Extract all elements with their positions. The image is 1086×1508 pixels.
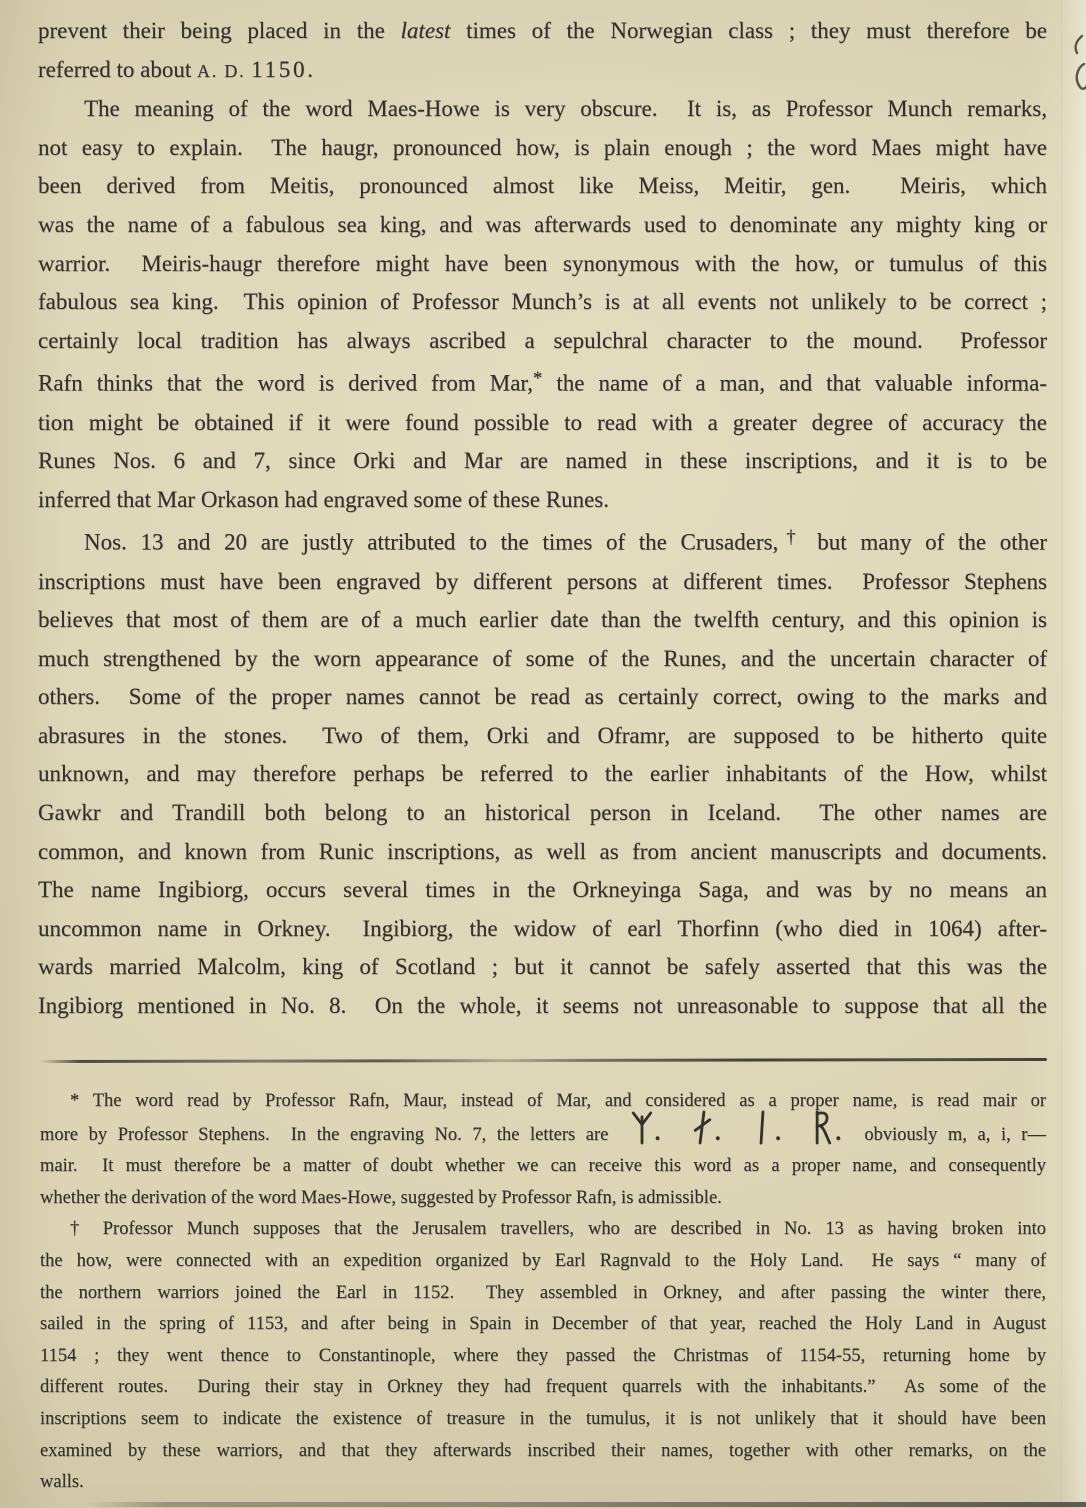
text-span: 1154 ; they went thence to Constantinople, where they passed the Christmas of 1154-55, returning home by — [40, 1345, 1046, 1366]
text-span: been derived from Meitis, pronounced almost like Meiss, Meitir, gen. Meiris, which — [38, 173, 1047, 199]
text-span: prevent their being placed in the — [38, 18, 401, 43]
rune-a-glyph — [690, 1138, 715, 1140]
text-span: * — [532, 368, 543, 390]
text-span: 1150 — [251, 56, 308, 82]
rune-r-glyph — [810, 1138, 835, 1140]
text-span: Gawkr and Trandill both belong to an historical person in Iceland. The other names are — [38, 800, 1047, 826]
text-span: * The word read by Professor Rafn, Maur, instead of Mar, and considered as a proper name, is read mair or — [70, 1091, 1046, 1111]
text-span: much strengthened by the worn appearance of some of the Runes, and the uncertain character of — [38, 645, 1047, 671]
text-span: certainly local tradition has always ascribed a sepulchral character to the mound. Professor — [38, 327, 1047, 353]
text-span: Runes Nos. 6 and 7, since Orki and Mar are named in these inscriptions, and it is to be — [38, 448, 1047, 474]
text-span: . — [835, 1119, 844, 1146]
text-span: Ingibiorg mentioned in No. 8. On the whole, it seems not unreasonable to suppose that all the — [38, 993, 1047, 1019]
text-span: not easy to explain. The haugr, pronounced how, is plain enough ; the word Maes might have — [38, 134, 1047, 160]
text-span: Rafn thinks that the word is derived from Mar, — [38, 370, 533, 396]
text-span: common, and known from Runic inscriptions, as well as from ancient manuscripts and documents. — [38, 838, 1047, 864]
text-span: obviously m, a, i, r— — [843, 1124, 1046, 1145]
text-span: walls. — [40, 1472, 84, 1493]
text-span: . — [307, 56, 314, 82]
page-edge-highlight — [1061, 0, 1086, 1508]
text-span: mair. It must therefore be a matter of doubt whether we can receive this word as a proper name, and consequently — [40, 1156, 1046, 1177]
text-span: inferred that Mar Orkason had engraved some of these Runes. — [38, 486, 609, 512]
text-span: was the name of a fabulous sea king, and was afterwards used to denominate any mighty king or — [38, 211, 1047, 237]
text-span: The name Ingibiorg, occurs several times in the Orkneyinga Saga, and was by no means an — [38, 877, 1047, 903]
text-span: inscriptions must have been engraved by different persons at different times. Professor Stephens — [38, 568, 1047, 594]
text-span: Nos. 13 and 20 are justly attributed to the times of the Crusaders, — [84, 529, 779, 555]
text-line — [38, 987, 1047, 1064]
text-span: wards married Malcolm, king of Scotland ; but it cannot be safely asserted that this was the — [38, 954, 1047, 980]
text-span: examined by these warriors, and that they afterwards inscribed their names, together with other remarks, on the — [40, 1440, 1046, 1461]
text-line — [40, 1436, 1046, 1499]
footnotes — [40, 1086, 1046, 1499]
text-span: referred to about — [38, 56, 198, 82]
text-span: abrasures in the stones. Two of them, Orki and Oframr, are supposed to be hitherto quite — [38, 722, 1047, 748]
text-span: whether the derivation of the word Maes-Howe, suggested by Professor Rafn, is admissible. — [40, 1187, 722, 1208]
text-span: latest — [400, 18, 451, 43]
text-span: others. Some of the proper names cannot be read as certainly correct, owing to the marks and — [38, 684, 1047, 710]
text-span: different routes. During their stay in Orkney they had frequent quarrels with the inhabitants.” As some of the — [40, 1377, 1046, 1398]
page-edge-mark — [1067, 32, 1086, 104]
page-bottom-shadow — [86, 1502, 1086, 1507]
text-span: fabulous sea king. This opinion of Professor Munch’s is at all events not unlikely to be correct ; — [38, 289, 1047, 315]
text-span: . — [654, 1119, 690, 1146]
main-text — [38, 12, 1047, 1026]
text-span: sailed in the spring of 1153, and after being in Spain in December of that year, reached the Holy Land in August — [40, 1314, 1046, 1335]
text-span: . — [775, 1119, 811, 1146]
text-span: inscriptions seem to indicate the existence of treasure in the tumulus, it is not unlikely that it should have been — [40, 1408, 1046, 1429]
text-span: the how, were connected with an expedition organized by Earl Ragnvald to the Holy Land. He says “ many of — [40, 1250, 1046, 1271]
text-span: A. D. — [197, 60, 246, 81]
text-span: but many of the other — [803, 529, 1047, 555]
text-span: uncommon name in Orkney. Ingibiorg, the widow of earl Thorfinn (who died in 1064) after- — [38, 915, 1047, 941]
text-span: unknown, and may therefore perhaps be referred to the earlier inhabitants of the How, whilst — [38, 761, 1047, 787]
text-span: . — [714, 1119, 751, 1146]
text-span: the northern warriors joined the Earl in 1152. They assembled in Orkney, and after passing the winter there, — [40, 1282, 1046, 1303]
text-span: † — [778, 527, 804, 549]
text-span: tion might be obtained if it were found possible to read with a greater degree of accuracy the — [38, 409, 1047, 435]
text-span: The meaning of the word Maes-Howe is very obscure. It is, as Professor Munch remarks, — [84, 96, 1047, 122]
text-span: the name of a man, and that valuable informa- — [542, 370, 1047, 396]
text-span: times of the Norwegian class ; they must therefore be — [450, 18, 1048, 43]
rune-m-glyph — [630, 1138, 655, 1140]
text-span: warrior. Meiris-haugr therefore might have been synonymous with the how, or tumulus of this — [38, 250, 1047, 276]
text-span: more by Professor Stephens. In the engraving No. 7, the letters are — [40, 1124, 630, 1145]
text-span: † Professor Munch supposes that the Jerusalem travellers, who are described in No. 13 as having broken into — [70, 1219, 1046, 1240]
rune-i-glyph — [750, 1138, 775, 1140]
text-span: believes that most of them are of a much earlier date than the twelfth century, and this opinion is — [38, 607, 1047, 633]
